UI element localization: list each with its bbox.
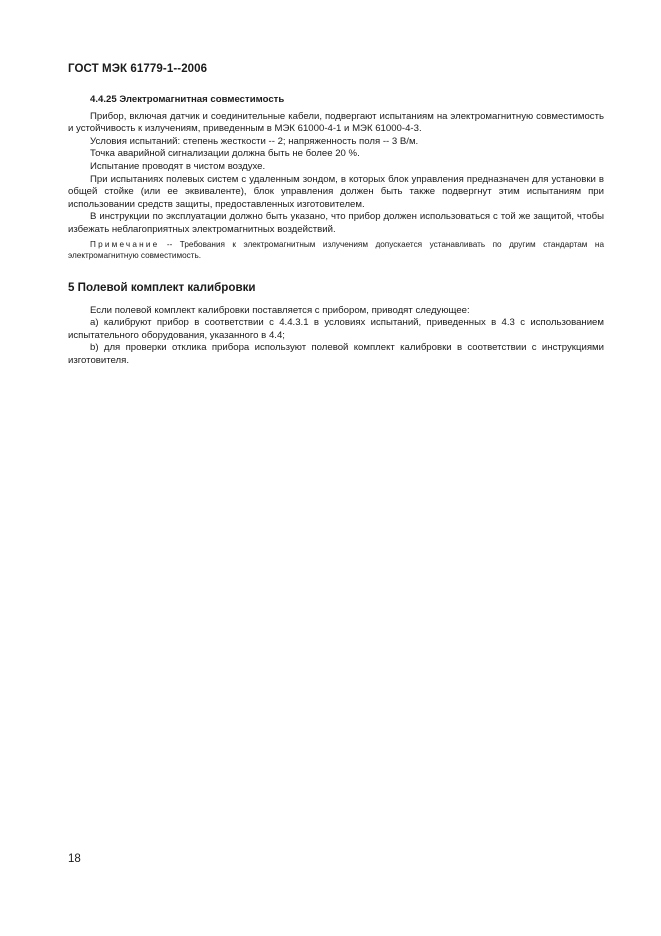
paragraph: Если полевой комплект калибровки поставляется с прибором, приводят следующее:: [90, 304, 470, 316]
note-text: -- Требования к электромагнитным излучениям допускается устанавливать по другим стандартам на электромагнитную совместимость.: [68, 239, 604, 260]
paragraph: Испытание проводят в чистом воздухе.: [90, 160, 266, 172]
note: [68, 239, 604, 261]
paragraph: Прибор, включая датчик и соединительные кабели, подвергают испытаниям на электромагнитную совместимость и устойчивость к излучениям, приведенным в МЭК 61000-4-1 и МЭК 61000-4-3.: [68, 110, 604, 135]
note-label: Примечание: [90, 239, 160, 249]
paragraph: При испытаниях полевых систем с удаленным зондом, в которых блок управления предназначен для установки в общей стойке (или ее эквиваленте), блок управления должен быть также подвергнут этим испытаниям при использовании средств защиты, предоставленных изготовителем.: [68, 173, 604, 210]
paragraph: В инструкции по эксплуатации должно быть указано, что прибор должен использоваться с той же защитой, чтобы избежать неблагоприятных электромагнитных воздействий.: [68, 211, 604, 235]
list-item: b) для проверки отклика прибора используют полевой комплект калибровки в соответствии с инструкциями изготовителя.: [68, 342, 604, 366]
section-title: 5 Полевой комплект калибровки: [68, 280, 256, 294]
page-content: [68, 94, 604, 368]
document-header: ГОСТ МЭК 61779-1--2006: [68, 63, 208, 75]
subsection-title: 4.4.25 Электромагнитная совместимость: [90, 94, 285, 105]
list-item: a) калибруют прибор в соответствии с 4.4.3.1 в условиях испытаний, приведенных в 4.3 с использованием испытательного оборудования, указанного в 4.4;: [68, 317, 604, 341]
paragraph: Условия испытаний: степень жесткости -- 2; напряженность поля -- 3 В/м.: [90, 135, 419, 147]
paragraph: Точка аварийной сигнализации должна быть не более 20 %.: [90, 148, 360, 160]
page-number: 18: [68, 853, 81, 865]
